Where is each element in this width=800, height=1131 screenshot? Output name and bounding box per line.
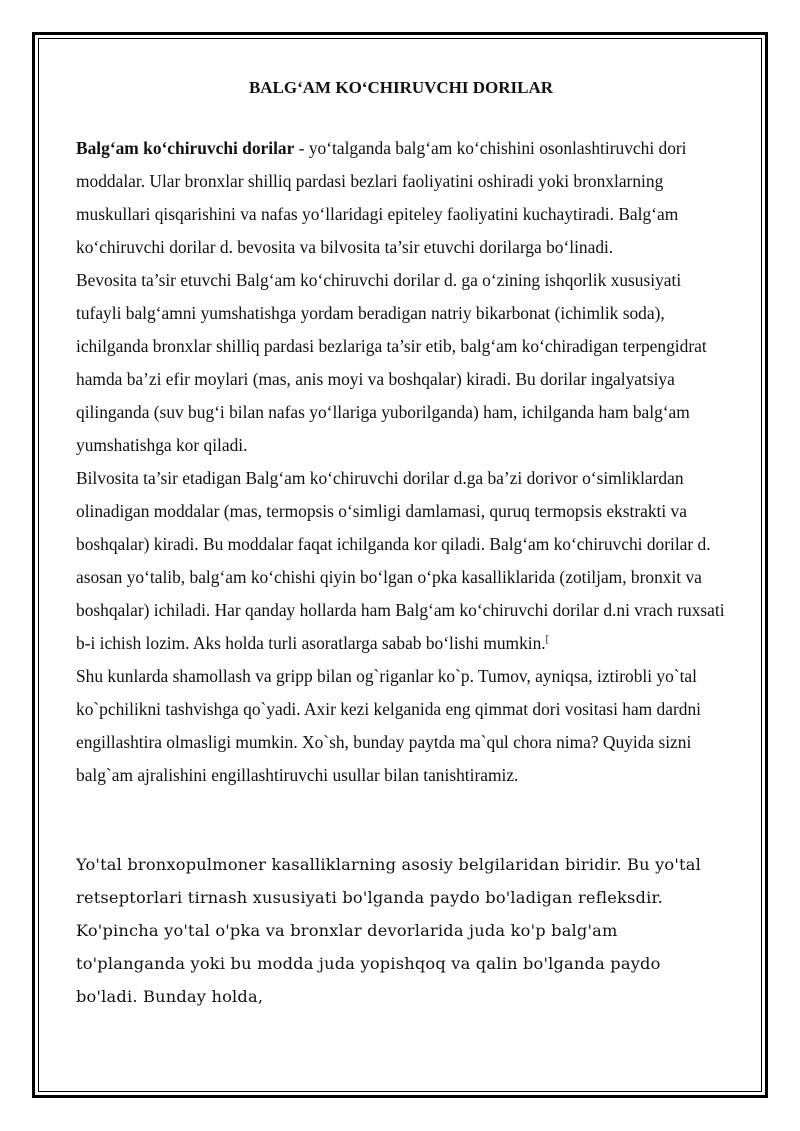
document-body: [76, 70, 726, 1013]
definition-term: Balg‘am ko‘chiruvchi dorilar: [76, 138, 295, 158]
intro-paragraph: Shu kunlarda shamollash va gripp bilan og`riganlar ko`p. Tumov, ayniqsa, iztirobli yo`tal ko`pchilikni tashvishga qo`yadi. Axir kezi kelganida eng qimmat dori vositasi ham dardni engillashtira olmasligi mumkin. Xo`sh, bunday paytda ma`qul chora nima? Quyida sizni balg`am ajralishini engillashtiruvchi usullar bilan tanishtiramiz.: [76, 666, 701, 785]
document-title: BALG‘AM KO‘CHIRUVCHI DORILAR: [248, 78, 554, 97]
indirect-action-paragraph: [76, 462, 726, 660]
footnote-mark[interactable]: [: [545, 634, 549, 646]
cough-paragraph: Yo'tal bronxopulmoner kasalliklarning asosiy belgilaridan biridir. Bu yo'tal retseptorlari tirnash xususiyati bo'lganda paydo bo'ladigan refleksdir. Ko'pincha yo'tal o'pka va bronxlar devorlarida juda ko'p balg'am to'planganda yoki bu modda juda yopishqoq va qalin bo'lganda paydo bo'ladi. Bunday holda,: [76, 855, 701, 1006]
definition-paragraph: [76, 132, 726, 264]
direct-action-paragraph: Bevosita ta’sir etuvchi Balg‘am ko‘chiruvchi dorilar d. ga o‘zining ishqorlik xususiyati tufayli balg‘amni yumshatishga yordam beradigan natriy bikarbonat (ichimlik soda), ichilganda bronxlar shilliq pardasi bezlariga ta’sir etib, balg‘am ko‘chiradigan terpengidrat hamda ba’zi efir moylari (mas, anis moyi va boshqalar) kiradi. Bu dorilar ingalyatsiya qilinganda (suv bug‘i bilan nafas yo‘llariga yuborilganda) ham, ichilganda ham balg‘am yumshatishga kor qiladi.: [76, 270, 707, 455]
indirect-action-text: Bilvosita ta’sir etadigan Balg‘am ko‘chiruvchi dorilar d.ga ba’zi dorivor o‘simliklardan olinadigan moddalar (mas, termopsis o‘simligi damlamasi, quruq termopsis ekstrakti va boshqalar) kiradi. Bu moddalar faqat ichilganda kor qiladi. Balg‘am ko‘chiruvchi dorilar d. asosan yo‘talib, balg‘am ko‘chishi qiyin bo‘lgan o‘pka kasalliklarida (zotiljam, bronxit va boshqalar) ichiladi. Har qanday hollarda ham Balg‘am ko‘chiruvchi dorilar d.ni vrach ruxsati b-i ichish lozim. Aks holda turli asoratlarga sabab bo‘lishi mumkin.: [76, 468, 725, 653]
definition-text: - yo‘talganda balg‘am ko‘chishini osonlashtiruvchi dori moddalar. Ular bronxlar shilliq pardasi bezlari faoliyatini oshiradi yoki bronxlarning muskullari qisqarishini va nafas yo‘llaridagi epiteley faoliyatini kuchaytiradi. Balg‘am ko‘chiruvchi dorilar d. bevosita va bilvosita ta’sir etuvchi dorilarga bo‘linadi.: [76, 138, 687, 257]
